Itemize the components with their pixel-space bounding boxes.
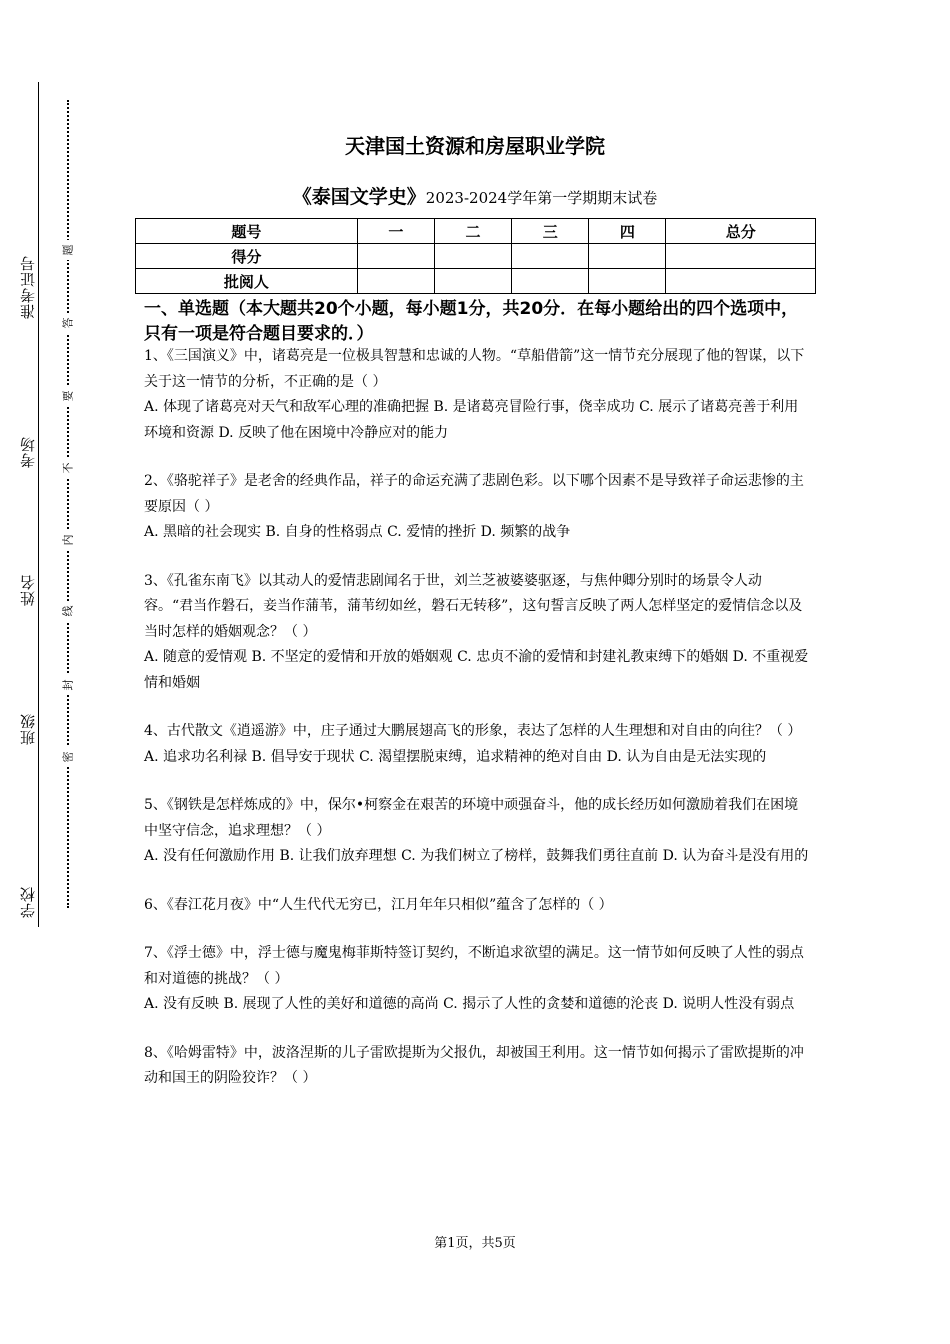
seal-char: 密 <box>60 747 74 767</box>
page-footer: 第1页，共5页 <box>434 1236 516 1251</box>
score-cell[interactable] <box>512 269 589 294</box>
field-name-label: 姓名 <box>19 574 37 606</box>
score-cell[interactable] <box>512 244 589 269</box>
score-col-header: 四 <box>589 219 666 244</box>
score-cell[interactable] <box>666 244 816 269</box>
score-col-header: 一 <box>357 219 434 244</box>
question-options: A. 体现了诸葛亮对天气和敌军心理的准确把握 B. 是诸葛亮冒险行事，侥幸成功 C. 展示了诸葛亮善于利用环境和资源 D. 反映了他在困境中冷静应对的能力 <box>144 399 799 441</box>
seal-char: 题 <box>60 240 74 260</box>
exam-title <box>0 182 950 209</box>
question-stem: 4、古代散文《逍遥游》中，庄子通过大鹏展翅高飞的形象，表达了怎样的人生理想和对自由的向往？（ ） <box>144 723 802 739</box>
seal-char: 答 <box>60 313 74 333</box>
section-title: 一、单选题（本大题共20个小题，每小题1分，共20分．在每小题给出的四个选项中，只有一项是符合题目要求的．） <box>144 299 799 344</box>
seal-char: 要 <box>60 386 74 406</box>
score-cell[interactable] <box>357 269 434 294</box>
question-options: A. 随意的爱情观 B. 不坚定的爱情和开放的婚姻观 C. 忠贞不渝的爱情和封建礼教束缚下的婚姻 D. 不重视爱情和婚姻 <box>144 649 809 691</box>
field-school-label: 学校 <box>19 886 37 918</box>
score-table-row <box>136 269 816 294</box>
question-options: A. 黑暗的社会现实 B. 自身的性格弱点 C. 爱情的挫折 D. 频繁的战争 <box>144 524 571 540</box>
question-stem: 5、《钢铁是怎样炼成的》中，保尔•柯察金在艰苦的环境中顽强奋斗，他的成长经历如何激励着我们在困境中坚守信念，追求理想？（ ） <box>144 797 799 839</box>
score-col-header: 二 <box>434 219 511 244</box>
score-cell[interactable] <box>434 269 511 294</box>
score-table-header-row <box>136 219 816 244</box>
question-stem: 6、《春江花月夜》中“人生代代无穷已，江月年年只相似”蕴含了怎样的（ ） <box>144 896 613 913</box>
score-col-header: 题号 <box>136 219 358 244</box>
course-name: 《泰国文学史》 <box>292 186 426 208</box>
question-item <box>144 719 810 770</box>
school-title: 天津国土资源和房屋职业学院 <box>345 134 605 158</box>
field-exam-room-label: 考场 <box>19 436 37 468</box>
seal-char: 封 <box>60 675 74 695</box>
question-stem: 2、《骆驼祥子》是老舍的经典作品，祥子的命运充满了悲剧色彩。以下哪个因素不是导致祥子命运悲惨的主要原因（ ） <box>144 473 804 515</box>
question-stem: 1、《三国演义》中，诸葛亮是一位极具智慧和忠诚的人物。“草船借箭”这一情节充分展现了他的智谋，以下关于这一情节的分析，不正确的是（ ） <box>144 348 805 390</box>
score-col-header: 三 <box>512 219 589 244</box>
question-options: A. 追求功名利禄 B. 倡导安于现状 C. 渴望摆脱束缚，追求精神的绝对自由 D. 认为自由是无法实现的 <box>144 748 767 765</box>
score-cell[interactable] <box>357 244 434 269</box>
question-list <box>144 344 810 1115</box>
score-cell[interactable] <box>434 244 511 269</box>
question-stem: 3、《孔雀东南飞》以其动人的爱情悲剧闻名于世，刘兰芝被婆婆驱逐，与焦仲卿分别时的场景令人动容。“君当作磐石，妾当作蒲苇，蒲苇纫如丝，磐石无转移”，这句誓言反映了两人怎样坚定的爱情信念以及当时怎样的婚姻观念？（ ） <box>144 572 803 640</box>
score-table <box>135 218 816 294</box>
field-class-label: 班级 <box>19 713 37 745</box>
score-cell[interactable] <box>666 269 816 294</box>
seal-char: 线 <box>60 601 74 621</box>
question-item <box>144 1041 810 1092</box>
seal-dotted-line <box>67 100 69 908</box>
score-row-label: 批阅人 <box>136 269 358 294</box>
question-item <box>144 569 810 697</box>
score-col-header: 总分 <box>666 219 816 244</box>
question-options: A. 没有任何激励作用 B. 让我们放弃理想 C. 为我们树立了榜样，鼓舞我们勇往直前 D. 认为奋斗是没有用的 <box>144 848 809 864</box>
score-table-row <box>136 244 816 269</box>
question-item <box>144 893 810 919</box>
seal-char: 不 <box>60 458 74 478</box>
term-text: 2023-2024学年第一学期期末试卷 <box>425 189 658 207</box>
question-stem: 7、《浮士德》中，浮士德与魔鬼梅菲斯特签订契约，不断追求欲望的满足。这一情节如何反映了人性的弱点和对道德的挑战？（ ） <box>144 945 804 987</box>
question-stem: 8、《哈姆雷特》中，波洛涅斯的儿子雷欧提斯为父报仇，却被国王利用。这一情节如何揭示了雷欧提斯的冲动和国王的阴险狡诈？（ ） <box>144 1044 804 1086</box>
question-item <box>144 344 810 446</box>
field-exam-id-label: 准考证号 <box>19 255 37 319</box>
question-item <box>144 793 810 870</box>
seal-char: 内 <box>60 530 74 550</box>
question-item <box>144 469 810 546</box>
question-options: A. 没有反映 B. 展现了人性的美好和道德的高尚 C. 揭示了人性的贪婪和道德的沦丧 D. 说明人性没有弱点 <box>144 996 795 1012</box>
question-item <box>144 941 810 1018</box>
score-cell[interactable] <box>589 244 666 269</box>
score-cell[interactable] <box>589 269 666 294</box>
score-row-label: 得分 <box>136 244 358 269</box>
